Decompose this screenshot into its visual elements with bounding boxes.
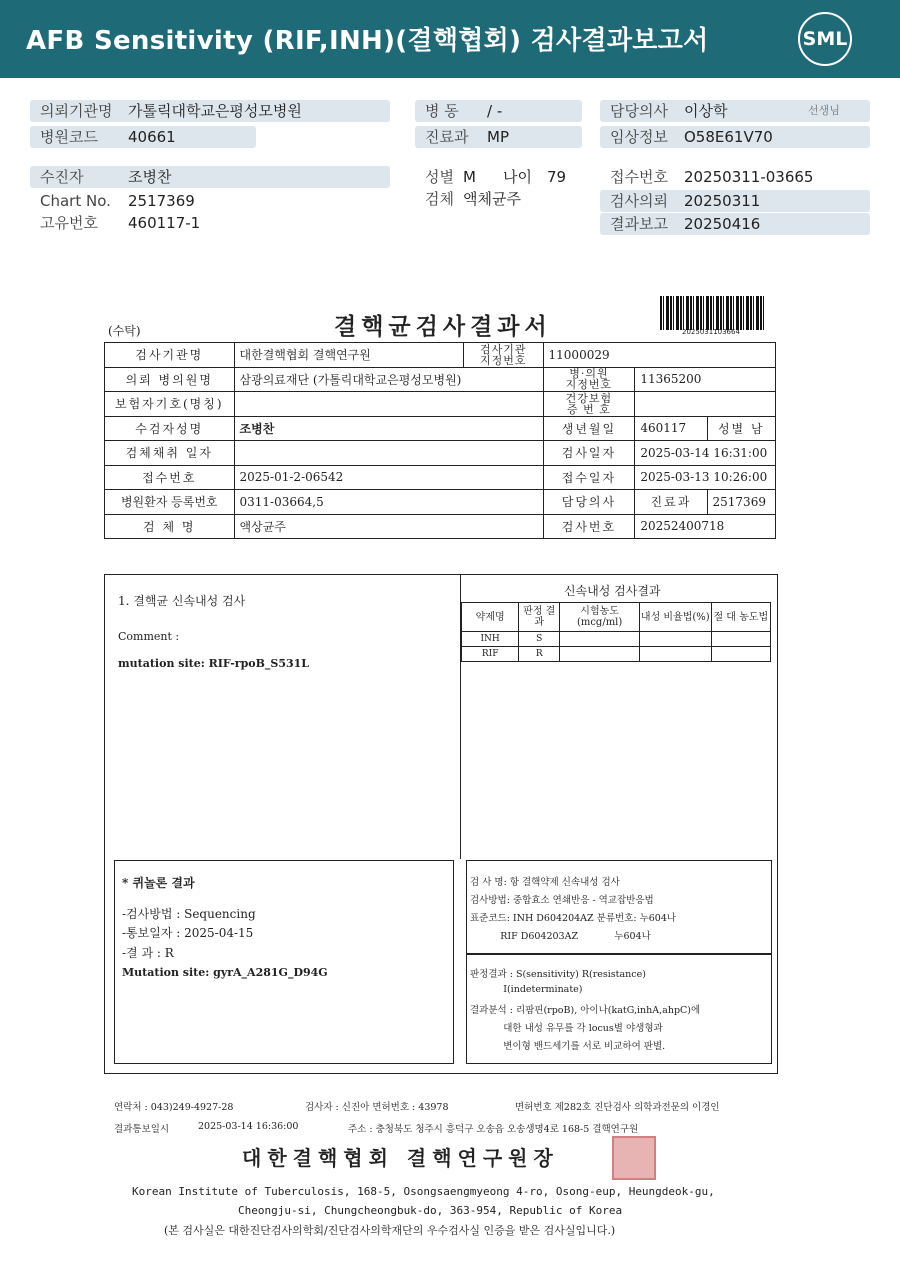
result-cell — [711, 632, 770, 647]
chart-no-row — [30, 190, 390, 212]
ward-label: 병 동 — [425, 102, 459, 120]
sml-logo — [798, 12, 852, 66]
age-value: 79 — [547, 168, 567, 186]
footer-license: 면허번호 제282호 진단검사 의학과전문의 이경인 — [515, 1102, 720, 1113]
birth-label: 생년월일 — [543, 416, 635, 441]
request-date-row — [600, 190, 870, 212]
hosp-code-value: 11365200 — [635, 367, 776, 392]
doctor-label: 담당의사 — [610, 102, 668, 120]
result-header-cell: 절 대 농도법 — [711, 603, 770, 632]
requesting-org-label: 의뢰기관명 — [40, 102, 113, 120]
age-label: 나이 — [503, 168, 532, 186]
sex-value: M — [463, 168, 476, 186]
barcode-number: 2025031103664 — [682, 328, 740, 336]
method-line-2: 검사방법: 중합효소 연쇄반응 - 역교잡반응법 — [470, 895, 654, 906]
test-date-label: 검사일자 — [543, 441, 635, 466]
report-title: AFB Sensitivity (RIF,INH)(결핵협회) 검사결과보고서 — [26, 26, 709, 56]
barcode — [660, 296, 764, 330]
footer-contact: 연락처 : 043)249-4927-28 — [114, 1102, 234, 1113]
official-seal — [612, 1136, 656, 1180]
footer-english-1: Korean Institute of Tuberculosis, 168-5, Osongsaengmyeong 4-ro, Osong-eup, Heungdeok-gu, — [132, 1185, 715, 1198]
interp-line-5: 변이형 밴드세기를 서로 비교하여 판별. — [470, 1041, 666, 1052]
unique-no-row — [30, 212, 390, 234]
doctor-row — [600, 100, 870, 122]
doc-sex-value: 남 — [750, 421, 765, 436]
receipt-date-label: 접수일자 — [543, 465, 635, 490]
ward-row — [415, 100, 582, 122]
result-header-cell: 시험농도 (mcg/ml) — [560, 603, 640, 632]
chart-no-label: Chart No. — [40, 192, 111, 210]
interp-line-3: 결과분석 : 리팜핀(rpoB), 아이나(katG,inhA,ahpC)에 — [470, 1005, 701, 1016]
requesting-org-row — [30, 100, 390, 122]
sex-age-row — [415, 166, 582, 188]
report-date-row — [600, 213, 870, 235]
receipt-no-row — [600, 166, 870, 188]
req-hosp-value: 삼광의료재단 (가톨릭대학교은평성모병원) — [234, 367, 543, 392]
collect-label: 검체채취 일자 — [105, 441, 235, 466]
department-value: MP — [487, 128, 509, 146]
ins-no-label-1: 건강보험 — [565, 391, 613, 405]
insured-value — [234, 392, 543, 417]
unique-no-label: 고유번호 — [40, 214, 98, 232]
sensitivity-result-table — [461, 602, 771, 662]
document-title: 결핵균검사결과서 — [334, 313, 552, 340]
result-cell — [640, 647, 712, 662]
birth-value: 460117 — [635, 416, 707, 441]
method-line-4: RIF D604203AZ 누604나 — [470, 931, 651, 942]
doc-doctor-label: 담당의사 — [543, 490, 635, 515]
doc-specimen-label: 검 체 명 — [105, 514, 235, 539]
department-label: 진료과 — [425, 128, 469, 146]
name-label: 수검자성명 — [105, 416, 235, 441]
right-panel-heading: 신속내성 검사결과 — [564, 584, 661, 598]
collect-value — [234, 441, 543, 466]
result-row — [462, 647, 771, 662]
request-date-value: 20250311 — [684, 192, 761, 210]
hospital-code-row — [30, 126, 256, 148]
mutation-site: mutation site: RIF-rpoB_S531L — [118, 657, 310, 670]
report-date-label: 결과보고 — [610, 215, 668, 233]
insured-label: 보험자기호(명칭) — [105, 392, 235, 417]
suta-label: (수탁) — [108, 324, 141, 338]
receipt-label: 접수번호 — [105, 465, 235, 490]
receipt-value: 2025-01-2-06542 — [234, 465, 543, 490]
footer-certification: (본 검사실은 대한진단검사의학회/진단검사의학재단의 우수검사실 인증을 받은 검사실입니다.) — [164, 1224, 616, 1237]
method-line-3: 표준코드: INH D604204AZ 분류번호: 누604나 — [470, 913, 677, 924]
requesting-org-value: 가톨릭대학교은평성모병원 — [128, 102, 302, 120]
lab-value: 대한결핵협회 결핵연구원 — [234, 343, 463, 368]
footer-org-name: 대한결핵협회 결핵연구원장 — [242, 1146, 559, 1170]
quinolone-method: -검사방법 : Sequencing — [122, 907, 256, 921]
doc-sex-label: 성별 — [717, 421, 746, 436]
name-value: 조병찬 — [234, 416, 543, 441]
reg-no-value: 0311-03664,5 — [234, 490, 543, 515]
interp-line-1: 판정결과 : S(sensitivity) R(resistance) — [470, 969, 646, 980]
interp-line-4: 대한 내성 유무를 각 locus별 야생형과 — [470, 1023, 663, 1034]
result-cell — [560, 647, 640, 662]
doctor-value: 이상학 — [684, 102, 728, 120]
sex-label: 성별 — [425, 168, 454, 186]
result-header-cell: 약제명 — [462, 603, 519, 632]
clinical-info-row — [600, 126, 870, 148]
footer-notify-label: 결과통보일시 — [114, 1124, 170, 1135]
footer-address: 주소 : 충청북도 청주시 흥덕구 오송읍 오송생명4로 168-5 결핵연구원 — [348, 1124, 639, 1135]
hosp-code-label-1: 병·의원 — [569, 367, 609, 381]
quinolone-result: -결 과 : R — [122, 946, 174, 960]
footer-notify-time: 2025-03-14 16:36:00 — [198, 1121, 299, 1132]
test-date-value: 2025-03-14 16:31:00 — [635, 441, 776, 466]
result-cell — [640, 632, 712, 647]
dept-value: 2517369 — [707, 490, 775, 515]
quinolone-mutation: Mutation site: gyrA_A281G_D94G — [122, 966, 328, 979]
doc-sex-cell — [707, 416, 775, 441]
reg-no-label: 병원환자 등록번호 — [105, 490, 235, 515]
interp-line-2: I(indeterminate) — [470, 984, 583, 995]
doc-specimen-value: 액상균주 — [234, 514, 543, 539]
document-info-table — [104, 342, 776, 539]
quinolone-notify: -통보일자 : 2025-04-15 — [122, 926, 254, 940]
patient-row — [30, 166, 390, 188]
request-date-label: 검사의뢰 — [610, 192, 668, 210]
lab-label: 검사기관명 — [105, 343, 235, 368]
left-panel-heading: 1. 결핵균 신속내성 검사 — [118, 594, 246, 608]
result-header-cell: 내성 비율법(%) — [640, 603, 712, 632]
result-cell: INH — [462, 632, 519, 647]
ins-no-value — [635, 392, 776, 417]
unique-no-value: 460117-1 — [128, 214, 201, 232]
test-no-value: 20252400718 — [635, 514, 776, 539]
result-cell: S — [519, 632, 560, 647]
specimen-row — [415, 188, 582, 210]
lab-code-label-1: 검사기관 — [480, 342, 527, 356]
result-cell — [711, 647, 770, 662]
result-cell — [560, 632, 640, 647]
logo-text: SML — [802, 28, 848, 50]
receipt-no-label: 접수번호 — [610, 168, 668, 186]
method-line-1: 검 사 명: 항 결핵약제 신속내성 검사 — [470, 877, 620, 888]
req-hosp-label: 의뢰 병의원명 — [105, 367, 235, 392]
dept-label: 진료과 — [635, 490, 707, 515]
receipt-no-value: 20250311-03665 — [684, 168, 814, 186]
report-date-value: 20250416 — [684, 215, 761, 233]
receipt-date-value: 2025-03-13 10:26:00 — [635, 465, 776, 490]
clinical-info-value: O58E61V70 — [684, 128, 773, 146]
test-no-label: 검사번호 — [543, 514, 635, 539]
comment-label: Comment : — [118, 630, 180, 643]
hosp-code-label-2: 지정번호 — [565, 378, 613, 392]
lab-code-value: 11000029 — [543, 343, 775, 368]
quinolone-heading: * 퀴놀론 결과 — [122, 876, 195, 890]
footer-tester: 검사자 : 신진아 면허번호 : 43978 — [305, 1102, 449, 1113]
hospital-code-value: 40661 — [128, 128, 176, 146]
clinical-info-label: 임상정보 — [610, 128, 668, 146]
department-row — [415, 126, 582, 148]
chart-no-value: 2517369 — [128, 192, 195, 210]
scanned-result-document — [104, 290, 778, 1080]
specimen-value: 액체균주 — [463, 190, 521, 208]
footer-english-2: Cheongju-si, Chungcheongbuk-do, 363-954, Republic of Korea — [238, 1204, 623, 1217]
hospital-code-label: 병원코드 — [40, 128, 98, 146]
result-cell: R — [519, 647, 560, 662]
specimen-label: 검체 — [425, 190, 454, 208]
patient-label: 수진자 — [40, 168, 84, 186]
report-header — [0, 0, 900, 78]
result-header-cell: 판정 결과 — [519, 603, 560, 632]
doctor-suffix: 선생님 — [808, 104, 840, 117]
result-cell: RIF — [462, 647, 519, 662]
lab-code-label-2: 지정번호 — [480, 353, 527, 367]
patient-value: 조병찬 — [128, 168, 172, 186]
ward-value: / - — [487, 102, 503, 120]
ins-no-label-2: 증 번 호 — [566, 402, 611, 416]
result-row — [462, 632, 771, 647]
